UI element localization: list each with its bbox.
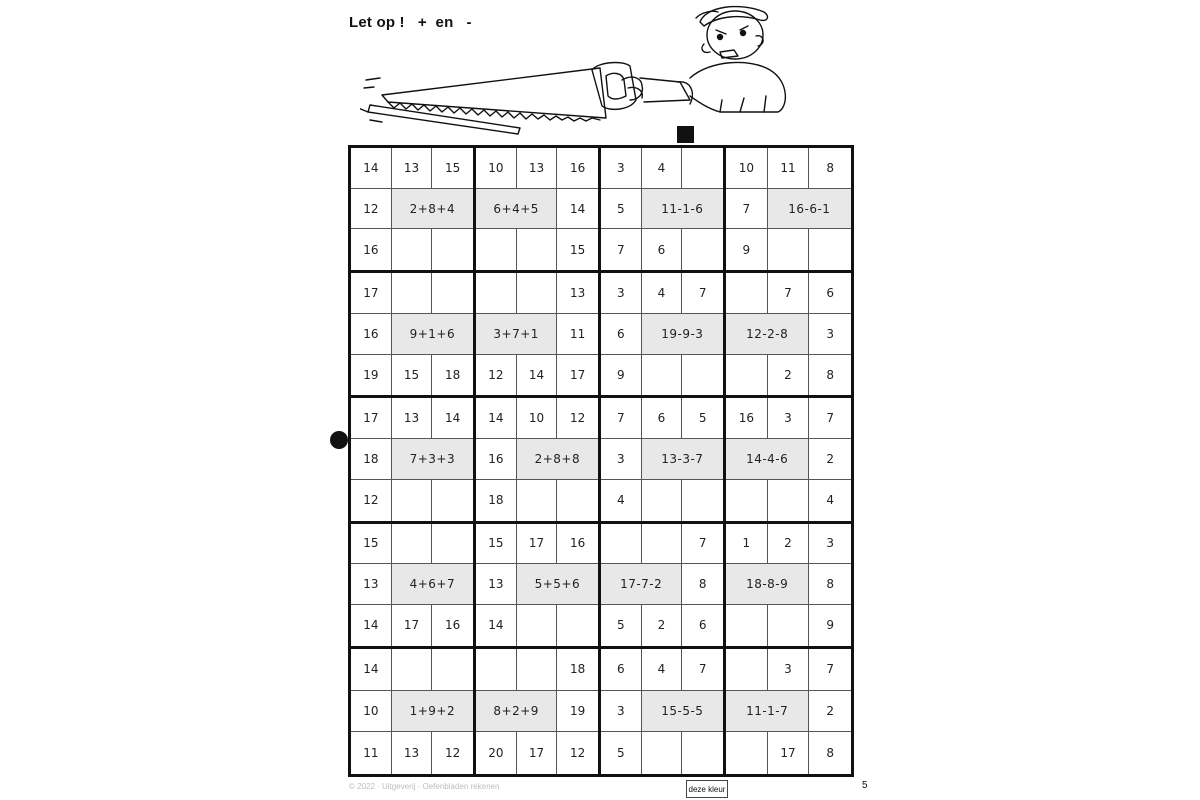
number-cell: 3 <box>809 314 851 355</box>
answer-cell[interactable] <box>809 229 851 270</box>
answer-cell[interactable] <box>768 480 810 521</box>
number-cell: 2 <box>642 605 683 646</box>
black-square-marker <box>677 126 694 143</box>
number-cell: 20 <box>476 732 517 774</box>
number-cell: 13 <box>351 564 392 605</box>
number-cell: 12 <box>557 398 598 439</box>
number-cell: 12 <box>570 746 586 761</box>
answer-cell[interactable] <box>557 480 598 521</box>
number-cell: 2 <box>809 691 851 733</box>
number-cell: 8 <box>826 746 834 761</box>
puzzle-block <box>726 649 851 774</box>
expression-cell: 5+5+6 <box>517 564 598 605</box>
number-cell: 6 <box>601 314 642 355</box>
number-cell: 8 <box>682 564 723 605</box>
number-cell: 17 <box>517 732 558 774</box>
puzzle-block <box>601 524 726 649</box>
number-cell: 5 <box>601 605 642 646</box>
number-cell: 7 <box>601 398 642 439</box>
answer-cell[interactable] <box>517 480 558 521</box>
answer-cell[interactable] <box>476 649 517 691</box>
answer-cell[interactable] <box>432 273 473 314</box>
puzzle-block <box>476 649 601 774</box>
number-cell: 19 <box>557 691 598 733</box>
expression-cell: 12-2-8 <box>726 314 809 355</box>
number-cell: 7 <box>809 649 851 691</box>
number-cell: 6 <box>601 649 642 691</box>
expression-cell: 4+6+7 <box>392 564 473 605</box>
puzzle-block <box>351 398 476 523</box>
number-cell: 4 <box>826 493 834 508</box>
copyright-note: © 2022 · Uitgeverij · Oefenbladen rekenen <box>349 782 500 791</box>
puzzle-block <box>726 148 851 273</box>
number-cell: 11 <box>768 148 810 189</box>
number-cell: 8 <box>809 564 851 605</box>
answer-cell[interactable] <box>392 273 433 314</box>
expression-cell: 18-8-9 <box>726 564 809 605</box>
expression-cell: 8+2+9 <box>476 691 557 733</box>
expression-cell: 6+4+5 <box>476 189 557 230</box>
expression-cell: 3+7+1 <box>476 314 557 355</box>
answer-cell[interactable] <box>517 649 558 691</box>
expression-cell: 17-7-2 <box>601 564 682 605</box>
number-cell: 9 <box>826 618 834 633</box>
worksheet-title: Let op ! + en - <box>349 14 472 31</box>
puzzle-block <box>601 273 726 398</box>
black-circle-marker <box>330 431 348 449</box>
number-cell: 13 <box>517 148 558 189</box>
number-cell: 3 <box>768 398 810 439</box>
puzzle-block <box>476 148 601 273</box>
man-sawing-plank-illustration <box>360 0 800 135</box>
puzzle-block <box>351 524 476 649</box>
answer-cell[interactable] <box>726 649 768 691</box>
number-cell: 4 <box>642 649 683 691</box>
expression-cell: 2+8+8 <box>517 439 598 480</box>
expression-cell: 16-6-1 <box>768 189 851 230</box>
number-cell: 18 <box>476 480 517 521</box>
number-cell: 10 <box>517 398 558 439</box>
answer-cell[interactable] <box>392 649 433 691</box>
puzzle-block <box>601 148 726 273</box>
number-cell: 2 <box>809 439 851 480</box>
number-cell: 16 <box>351 314 392 355</box>
answer-cell[interactable] <box>682 229 723 270</box>
number-cell: 14 <box>476 605 517 646</box>
number-cell: 16 <box>557 148 598 189</box>
number-cell: 2 <box>768 524 810 565</box>
number-cell: 11 <box>557 314 598 355</box>
number-cell: 16 <box>557 524 598 565</box>
number-cell: 13 <box>392 732 433 774</box>
number-cell: 7 <box>682 273 723 314</box>
puzzle-block <box>726 273 851 398</box>
number-cell: 13 <box>476 564 517 605</box>
answer-cell[interactable] <box>557 605 598 646</box>
answer-cell[interactable] <box>432 524 473 565</box>
number-cell: 13 <box>392 148 433 189</box>
number-cell: 14 <box>476 398 517 439</box>
number-cell: 15 <box>351 524 392 565</box>
number-cell: 7 <box>601 229 642 270</box>
answer-cell[interactable] <box>392 229 433 270</box>
answer-cell[interactable] <box>432 229 473 270</box>
answer-cell[interactable] <box>392 480 433 521</box>
puzzle-block <box>476 273 601 398</box>
number-cell: 3 <box>768 649 810 691</box>
number-cell: 7 <box>726 189 768 230</box>
puzzle-block <box>476 524 601 649</box>
number-cell: 9 <box>601 355 642 396</box>
answer-cell[interactable] <box>601 524 642 565</box>
number-cell: 3 <box>601 273 642 314</box>
number-cell: 9 <box>726 229 768 270</box>
expression-cell: 15-5-5 <box>642 691 723 733</box>
number-cell: 13 <box>557 273 598 314</box>
number-cell: 17 <box>351 398 392 439</box>
number-cell: 15 <box>476 524 517 565</box>
number-cell: 5 <box>601 732 642 774</box>
number-cell: 16 <box>445 618 461 633</box>
number-cell: 10 <box>476 148 517 189</box>
number-cell: 10 <box>351 691 392 733</box>
expression-cell: 9+1+6 <box>392 314 473 355</box>
answer-cell[interactable] <box>768 605 810 646</box>
number-cell: 15 <box>432 148 473 189</box>
puzzle-block <box>476 398 601 523</box>
answer-cell[interactable] <box>517 605 558 646</box>
answer-cell[interactable] <box>642 524 683 565</box>
number-cell: 4 <box>601 480 642 521</box>
answer-cell[interactable] <box>682 355 723 396</box>
number-cell: 7 <box>809 398 851 439</box>
number-cell: 14 <box>351 649 392 691</box>
answer-cell[interactable] <box>432 480 473 521</box>
answer-cell[interactable] <box>682 480 723 521</box>
number-cell: 19 <box>351 355 392 396</box>
puzzle-block <box>601 649 726 774</box>
number-cell: 13 <box>392 398 433 439</box>
answer-cell[interactable] <box>432 649 473 691</box>
number-cell: 7 <box>682 524 723 565</box>
number-cell: 17 <box>351 273 392 314</box>
answer-cell[interactable] <box>476 229 517 270</box>
number-cell: 3 <box>601 439 642 480</box>
number-cell: 17 <box>570 368 586 383</box>
expression-cell: 2+8+4 <box>392 189 473 230</box>
answer-cell[interactable] <box>726 732 768 774</box>
number-cell: 17 <box>768 732 810 774</box>
number-cell: 7 <box>768 273 810 314</box>
number-cell: 1 <box>726 524 768 565</box>
answer-cell[interactable] <box>476 273 517 314</box>
number-cell: 6 <box>698 618 707 633</box>
puzzle-block <box>726 524 851 649</box>
number-cell: 15 <box>392 355 433 396</box>
puzzle-block <box>351 273 476 398</box>
answer-cell[interactable] <box>726 605 768 646</box>
number-cell: 15 <box>570 242 586 257</box>
number-cell: 8 <box>826 368 834 383</box>
number-cell: 18 <box>557 649 598 691</box>
number-cell: 10 <box>726 148 768 189</box>
number-cell: 18 <box>351 439 392 480</box>
number-cell: 12 <box>351 480 392 521</box>
number-cell: 16 <box>476 439 517 480</box>
number-cell: 11 <box>351 732 392 774</box>
number-cell: 16 <box>726 398 768 439</box>
answer-cell[interactable] <box>682 148 723 189</box>
number-cell: 6 <box>642 398 683 439</box>
number-cell: 17 <box>392 605 433 646</box>
expression-cell: 1+9+2 <box>392 691 473 733</box>
puzzle-block <box>601 398 726 523</box>
number-cell: 14 <box>351 605 392 646</box>
puzzle-block <box>351 649 476 774</box>
number-cell: 14 <box>517 355 558 396</box>
number-cell: 17 <box>517 524 558 565</box>
number-cell: 4 <box>642 148 683 189</box>
puzzle-block <box>726 398 851 523</box>
expression-cell: 19-9-3 <box>642 314 723 355</box>
number-cell: 18 <box>445 368 461 383</box>
answer-cell[interactable] <box>768 229 810 270</box>
answer-cell[interactable] <box>642 732 683 774</box>
number-cell: 6 <box>642 229 683 270</box>
number-cell: 8 <box>809 148 851 189</box>
number-cell: 12 <box>445 746 461 761</box>
answer-cell[interactable] <box>726 480 768 521</box>
number-cell: 3 <box>601 691 642 733</box>
number-cell: 5 <box>682 398 723 439</box>
expression-cell: 11-1-7 <box>726 691 809 733</box>
number-cell: 16 <box>351 229 392 270</box>
number-cell: 6 <box>809 273 851 314</box>
answer-cell[interactable] <box>642 355 683 396</box>
answer-cell[interactable] <box>682 732 723 774</box>
number-cell: 7 <box>682 649 723 691</box>
number-cell: 14 <box>557 189 598 230</box>
answer-cell[interactable] <box>517 273 558 314</box>
answer-cell[interactable] <box>726 355 768 396</box>
answer-cell[interactable] <box>392 524 433 565</box>
expression-cell: 14-4-6 <box>726 439 809 480</box>
puzzle-block <box>351 148 476 273</box>
answer-cell[interactable] <box>726 273 768 314</box>
expression-cell: 13-3-7 <box>642 439 723 480</box>
expression-cell: 11-1-6 <box>642 189 723 230</box>
answer-cell[interactable] <box>517 229 558 270</box>
color-swatch-button[interactable]: deze kleur <box>686 780 728 798</box>
number-cell: 12 <box>351 189 392 230</box>
number-cell: 12 <box>476 355 517 396</box>
number-cell: 4 <box>642 273 683 314</box>
number-cell: 5 <box>601 189 642 230</box>
number-cell: 3 <box>809 524 851 565</box>
sum-puzzle-grid <box>348 145 854 777</box>
number-cell: 14 <box>351 148 392 189</box>
number-cell: 3 <box>601 148 642 189</box>
number-cell: 14 <box>432 398 473 439</box>
number-cell: 2 <box>768 355 810 396</box>
expression-cell: 7+3+3 <box>392 439 473 480</box>
answer-cell[interactable] <box>642 480 683 521</box>
page-number: 5 <box>862 780 868 791</box>
